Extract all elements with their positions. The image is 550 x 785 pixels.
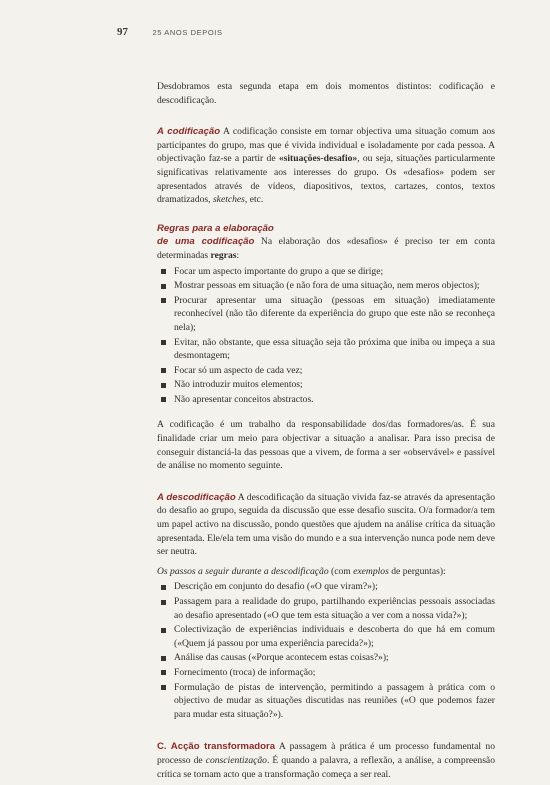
list-item: Procurar apresentar uma situação (pessoas em situação) imediatamente reconhecível (não tão diferente da experiência do grupo que este não se reconheça nela);	[157, 294, 495, 335]
codificacao-text-b: , ou seja, situações particularmente significativas relativamente aos interesses do grupo. Os «desafios» podem ser apresentados através de vídeos, diapositivos, textos, cartazes, contos, textos dramatizados,	[157, 153, 495, 206]
page-header	[117, 26, 223, 38]
codificacao-text-c: , etc.	[244, 194, 264, 206]
regras-list	[157, 265, 495, 407]
accao-paragraph	[157, 740, 495, 781]
list-item: Não apresentar conceitos abstractos.	[157, 393, 495, 407]
list-item: Passagem para a realidade do grupo, partilhando experiências pessoais associadas ao desafio apresentado («O que tem esta situação a ver com a nossa vida?»);	[157, 595, 495, 622]
passos-intro-rest: (com	[328, 565, 354, 577]
codificacao-text-italic: sketches	[212, 194, 245, 206]
list-item: Evitar, não obstante, que essa situação seja tão próxima que iniba ou impeça a sua desmontagem;	[157, 336, 495, 363]
accao-text-italic: conscientização	[205, 754, 267, 766]
descodificacao-paragraph	[157, 491, 495, 559]
list-item: Focar só um aspecto de cada vez;	[157, 364, 495, 378]
list-item: Mostrar pessoas em situação (e não fora de uma situação, nem meros objectos);	[157, 279, 495, 293]
regras-text-bold: regras	[210, 249, 237, 261]
codificacao-paragraph	[157, 125, 495, 207]
accao-text-a: A passagem à prática é um processo fundamental no processo de	[157, 741, 495, 766]
list-item: Descrição em conjunto do desafio («O que viram?»);	[157, 580, 495, 594]
codificacao-text-a: A codificação consiste em tornar objectiva uma situação comum aos participantes do grupo, mas que é vivida individual e isoladamente por cada pessoa. A objectivação faz-se a partir de	[157, 126, 495, 165]
list-item: Colectivização de experiências individuais e descoberta do que há em comum («Quem já passou por uma experiência parecida?»);	[157, 623, 495, 650]
codificacao-text-bold: «situações-desafio»	[278, 153, 358, 165]
intro-paragraph: Desdobramos esta segunda etapa em dois momentos distintos: codificação e descodificação.	[157, 81, 495, 106]
list-item: Focar um aspecto importante do grupo a que se dirige;	[157, 265, 495, 279]
regras-text-b: :	[236, 249, 240, 261]
page-body	[157, 80, 495, 781]
regras-paragraph	[157, 235, 495, 262]
regras-heading-line1: Regras para a elaboração	[157, 222, 274, 234]
descodificacao-text: A descodificação da situação vivida faz-se através da apresentação do desafio ao grupo, seguida da discussão que esse desafio suscita. O/a formador/a tem um papel activo na discussão, pondo questões que ajudem na análise crítica da situação apresentada. Ele/ela tem uma visão do mundo e a sua intervenção nunca pode nem deve ser neutra.	[157, 491, 495, 558]
passos-intro-italic2: exemplos	[353, 565, 389, 577]
regras-heading-line2: de uma codificação	[157, 236, 255, 248]
regras-closing-paragraph: A codificação é um trabalho da responsabilidade dos/das formadores/as. É sua finalidade criar um meio para objectivar a situação a analisar. Para isso precisa de conseguir distanciá-la das pessoas que a vivem, de forma a ser «observável» e passível de análise no momento seguinte.	[157, 419, 495, 472]
page-number: 97	[117, 26, 128, 38]
descodificacao-heading: A descodificação	[157, 491, 236, 503]
passos-intro-italic: Os passos a seguir durante a descodificação	[157, 565, 329, 577]
accao-heading: C. Acção transformadora	[157, 741, 276, 753]
running-title: 25 ANOS DEPOIS	[152, 28, 223, 37]
passos-list	[157, 580, 495, 721]
passos-intro-end: de perguntas):	[388, 565, 446, 577]
accao-text-b: . É quando a palavra, a reflexão, a análise, a compreensão crítica se tornam acto que a transformação começa a ser real.	[157, 754, 495, 780]
regras-text-a: Na elaboração dos «desafios» é preciso ter em conta determinadas	[157, 236, 496, 261]
codificacao-heading: A codificação	[157, 126, 221, 138]
list-item: Fornecimento (troca) de informação;	[157, 666, 495, 680]
passos-intro	[157, 565, 495, 579]
list-item: Análise das causas («Porque acontecem estas coisas?»);	[157, 651, 495, 665]
list-item: Formulação de pistas de intervenção, permitindo a passagem à prática com o objectivo de mudar as situações discutidas nas reuniões («O que podemos fazer para mudar esta situação?»).	[157, 681, 495, 722]
list-item: Não introduzir muitos elementos;	[157, 378, 495, 392]
